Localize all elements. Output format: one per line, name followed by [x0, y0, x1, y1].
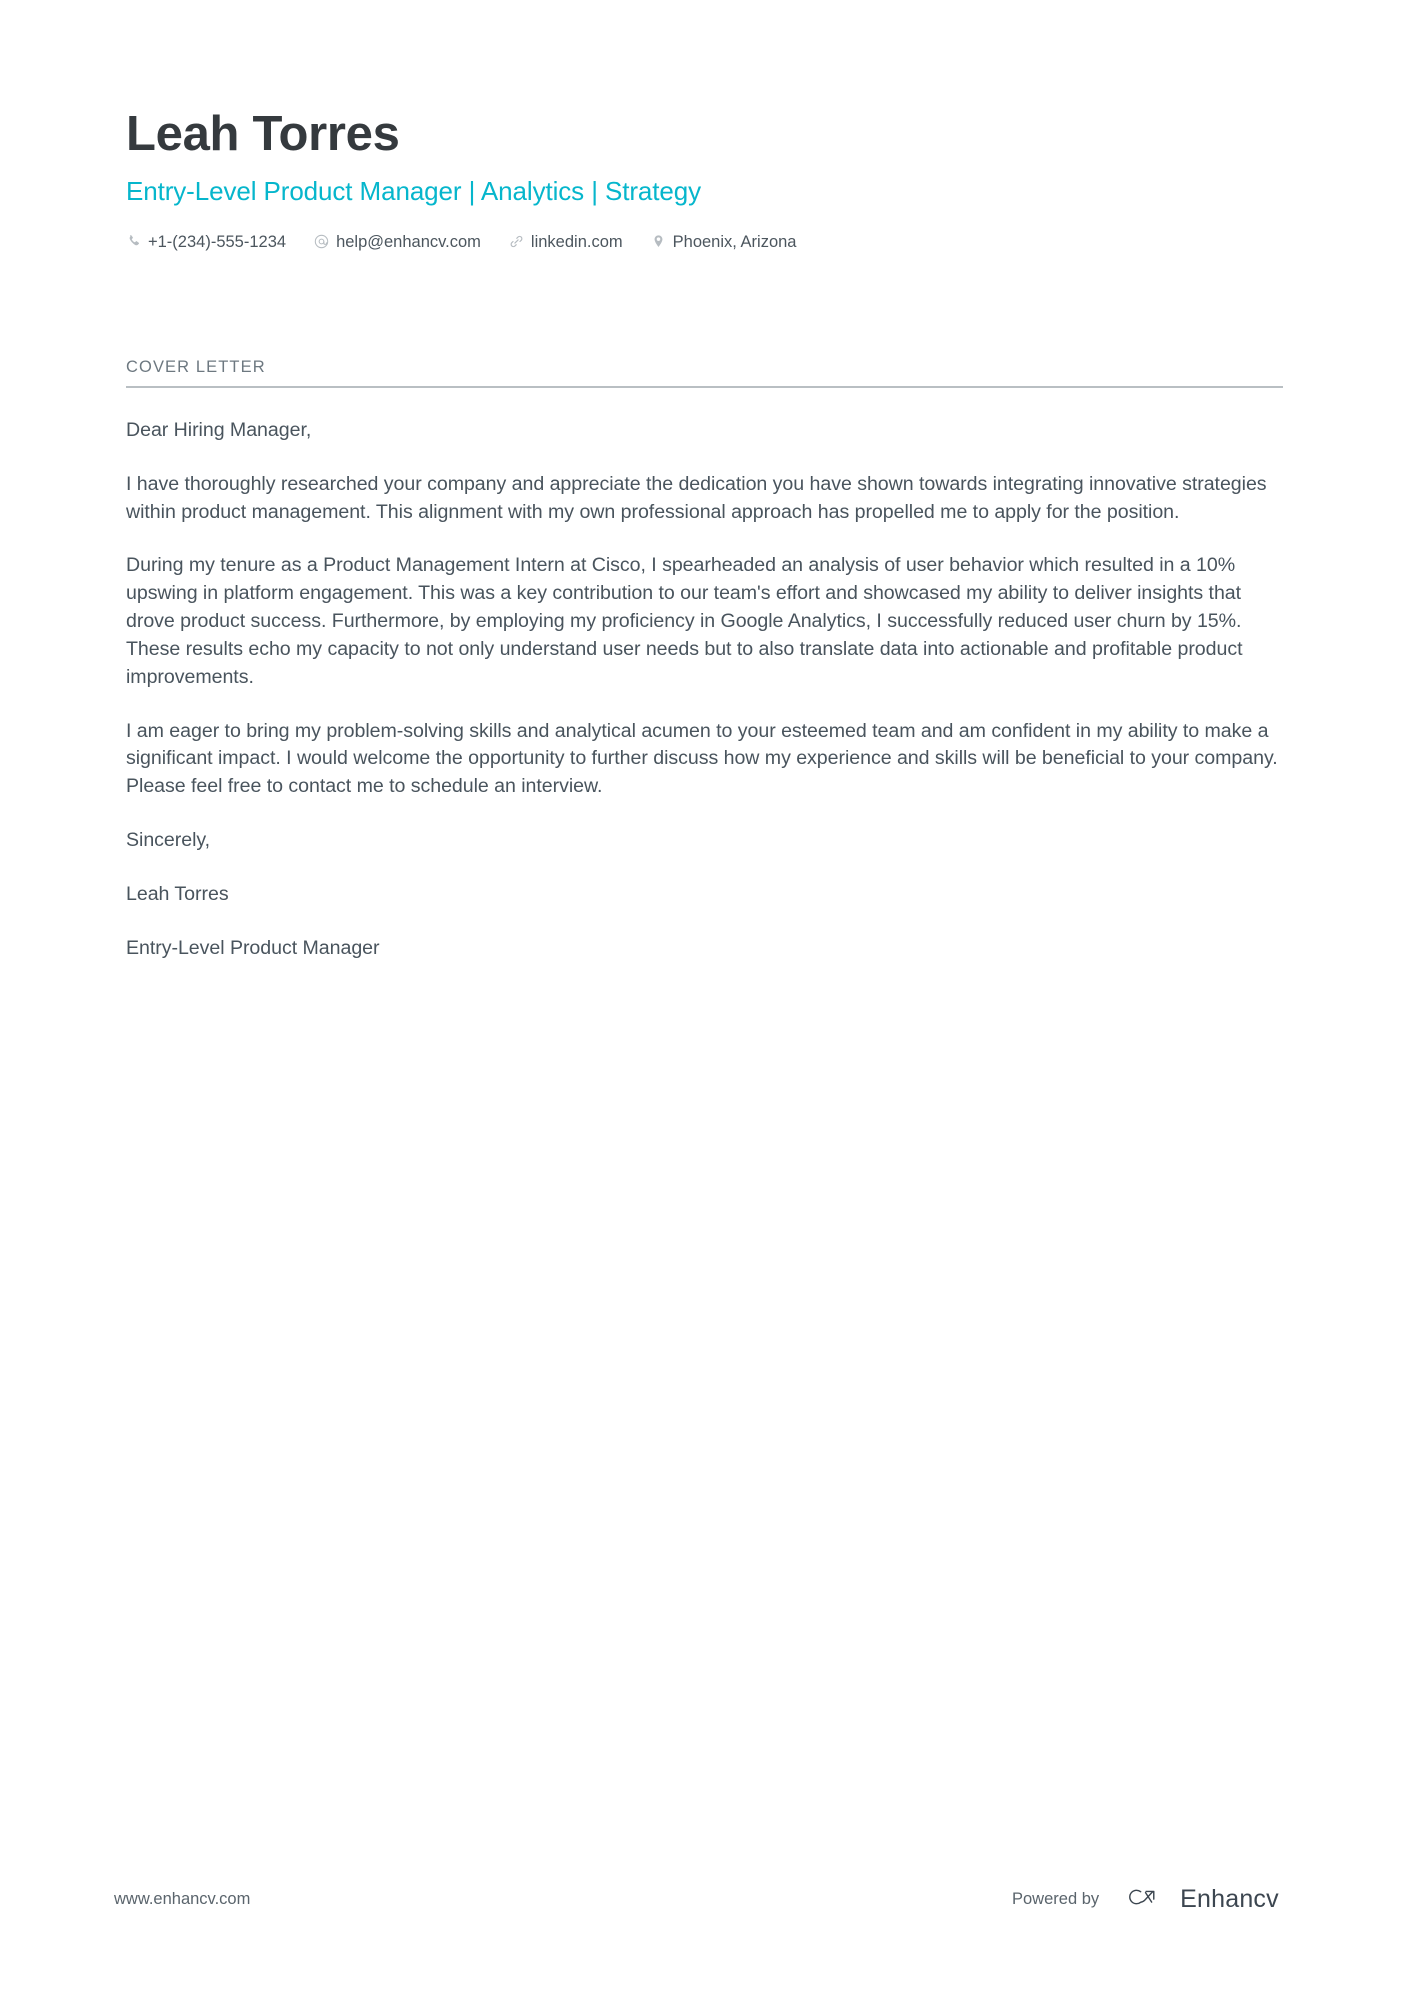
letter-paragraph: I am eager to bring my problem-solving skills and analytical acumen to your esteemed team and am confident in my ability to make a significant impact. I would welcome the opportunity to further discuss how my experience and skills will be beneficial to your company. Please feel free to contact me to schedule an interview. — [126, 719, 1278, 798]
footer-website-url[interactable]: www.enhancv.com — [114, 1889, 251, 1908]
contact-link[interactable] — [509, 234, 623, 251]
link-icon — [509, 234, 524, 249]
cover-letter-section — [126, 358, 1281, 962]
enhancv-logo-icon — [1121, 1883, 1167, 1916]
contact-link-label: linkedin.com — [530, 232, 623, 251]
contact-row — [126, 234, 1286, 251]
phone-icon — [126, 234, 141, 249]
letter-signature-name: Leah Torres — [126, 882, 229, 905]
letter-paragraph: I have thoroughly researched your company and appreciate the dedication you have shown towards integrating innovative strategies within product management. This alignment with my own professional approach has propelled me to apply for the position. — [126, 472, 1267, 523]
enhancv-wordmark: Enhancv — [1180, 1884, 1279, 1913]
document-footer — [0, 1869, 1410, 1929]
section-divider — [126, 386, 1283, 388]
contact-location-label: Phoenix, Arizona — [672, 232, 797, 251]
contact-phone[interactable] — [126, 234, 286, 251]
enhancv-brand-lockup[interactable] — [1121, 1883, 1279, 1916]
contact-email-label: help@enhancv.com — [336, 232, 481, 251]
powered-by-label: Powered by — [1012, 1889, 1100, 1908]
letter-signature-title: Entry-Level Product Manager — [126, 936, 380, 959]
footer-branding — [1012, 1883, 1279, 1916]
document-header — [126, 108, 1286, 250]
section-title: COVER LETTER — [126, 358, 266, 376]
contact-email[interactable] — [314, 234, 481, 251]
candidate-headline: Entry-Level Product Manager | Analytics | Strategy — [126, 175, 701, 206]
letter-paragraph: During my tenure as a Product Management Intern at Cisco, I spearheaded an analysis of user behavior which resulted in a 10% upswing in platform engagement. This was a key contribution to our team's effort and showcased my ability to deliver insights that drove product success. Furthermore, by employing my proficiency in Google Analytics, I successfully reduced user churn by 15%. These results echo my capacity to not only understand user needs but to also translate data into actionable and profitable product improvements. — [126, 554, 1243, 688]
contact-phone-label: +1-(234)-555-1234 — [148, 232, 287, 251]
location-pin-icon — [651, 234, 666, 249]
letter-closing: Sincerely, — [126, 828, 211, 851]
email-icon — [314, 234, 329, 249]
letter-body — [126, 417, 1286, 962]
letter-salutation: Dear Hiring Manager, — [126, 419, 312, 441]
contact-location[interactable] — [651, 234, 797, 251]
candidate-name: Leah Torres — [126, 107, 400, 161]
